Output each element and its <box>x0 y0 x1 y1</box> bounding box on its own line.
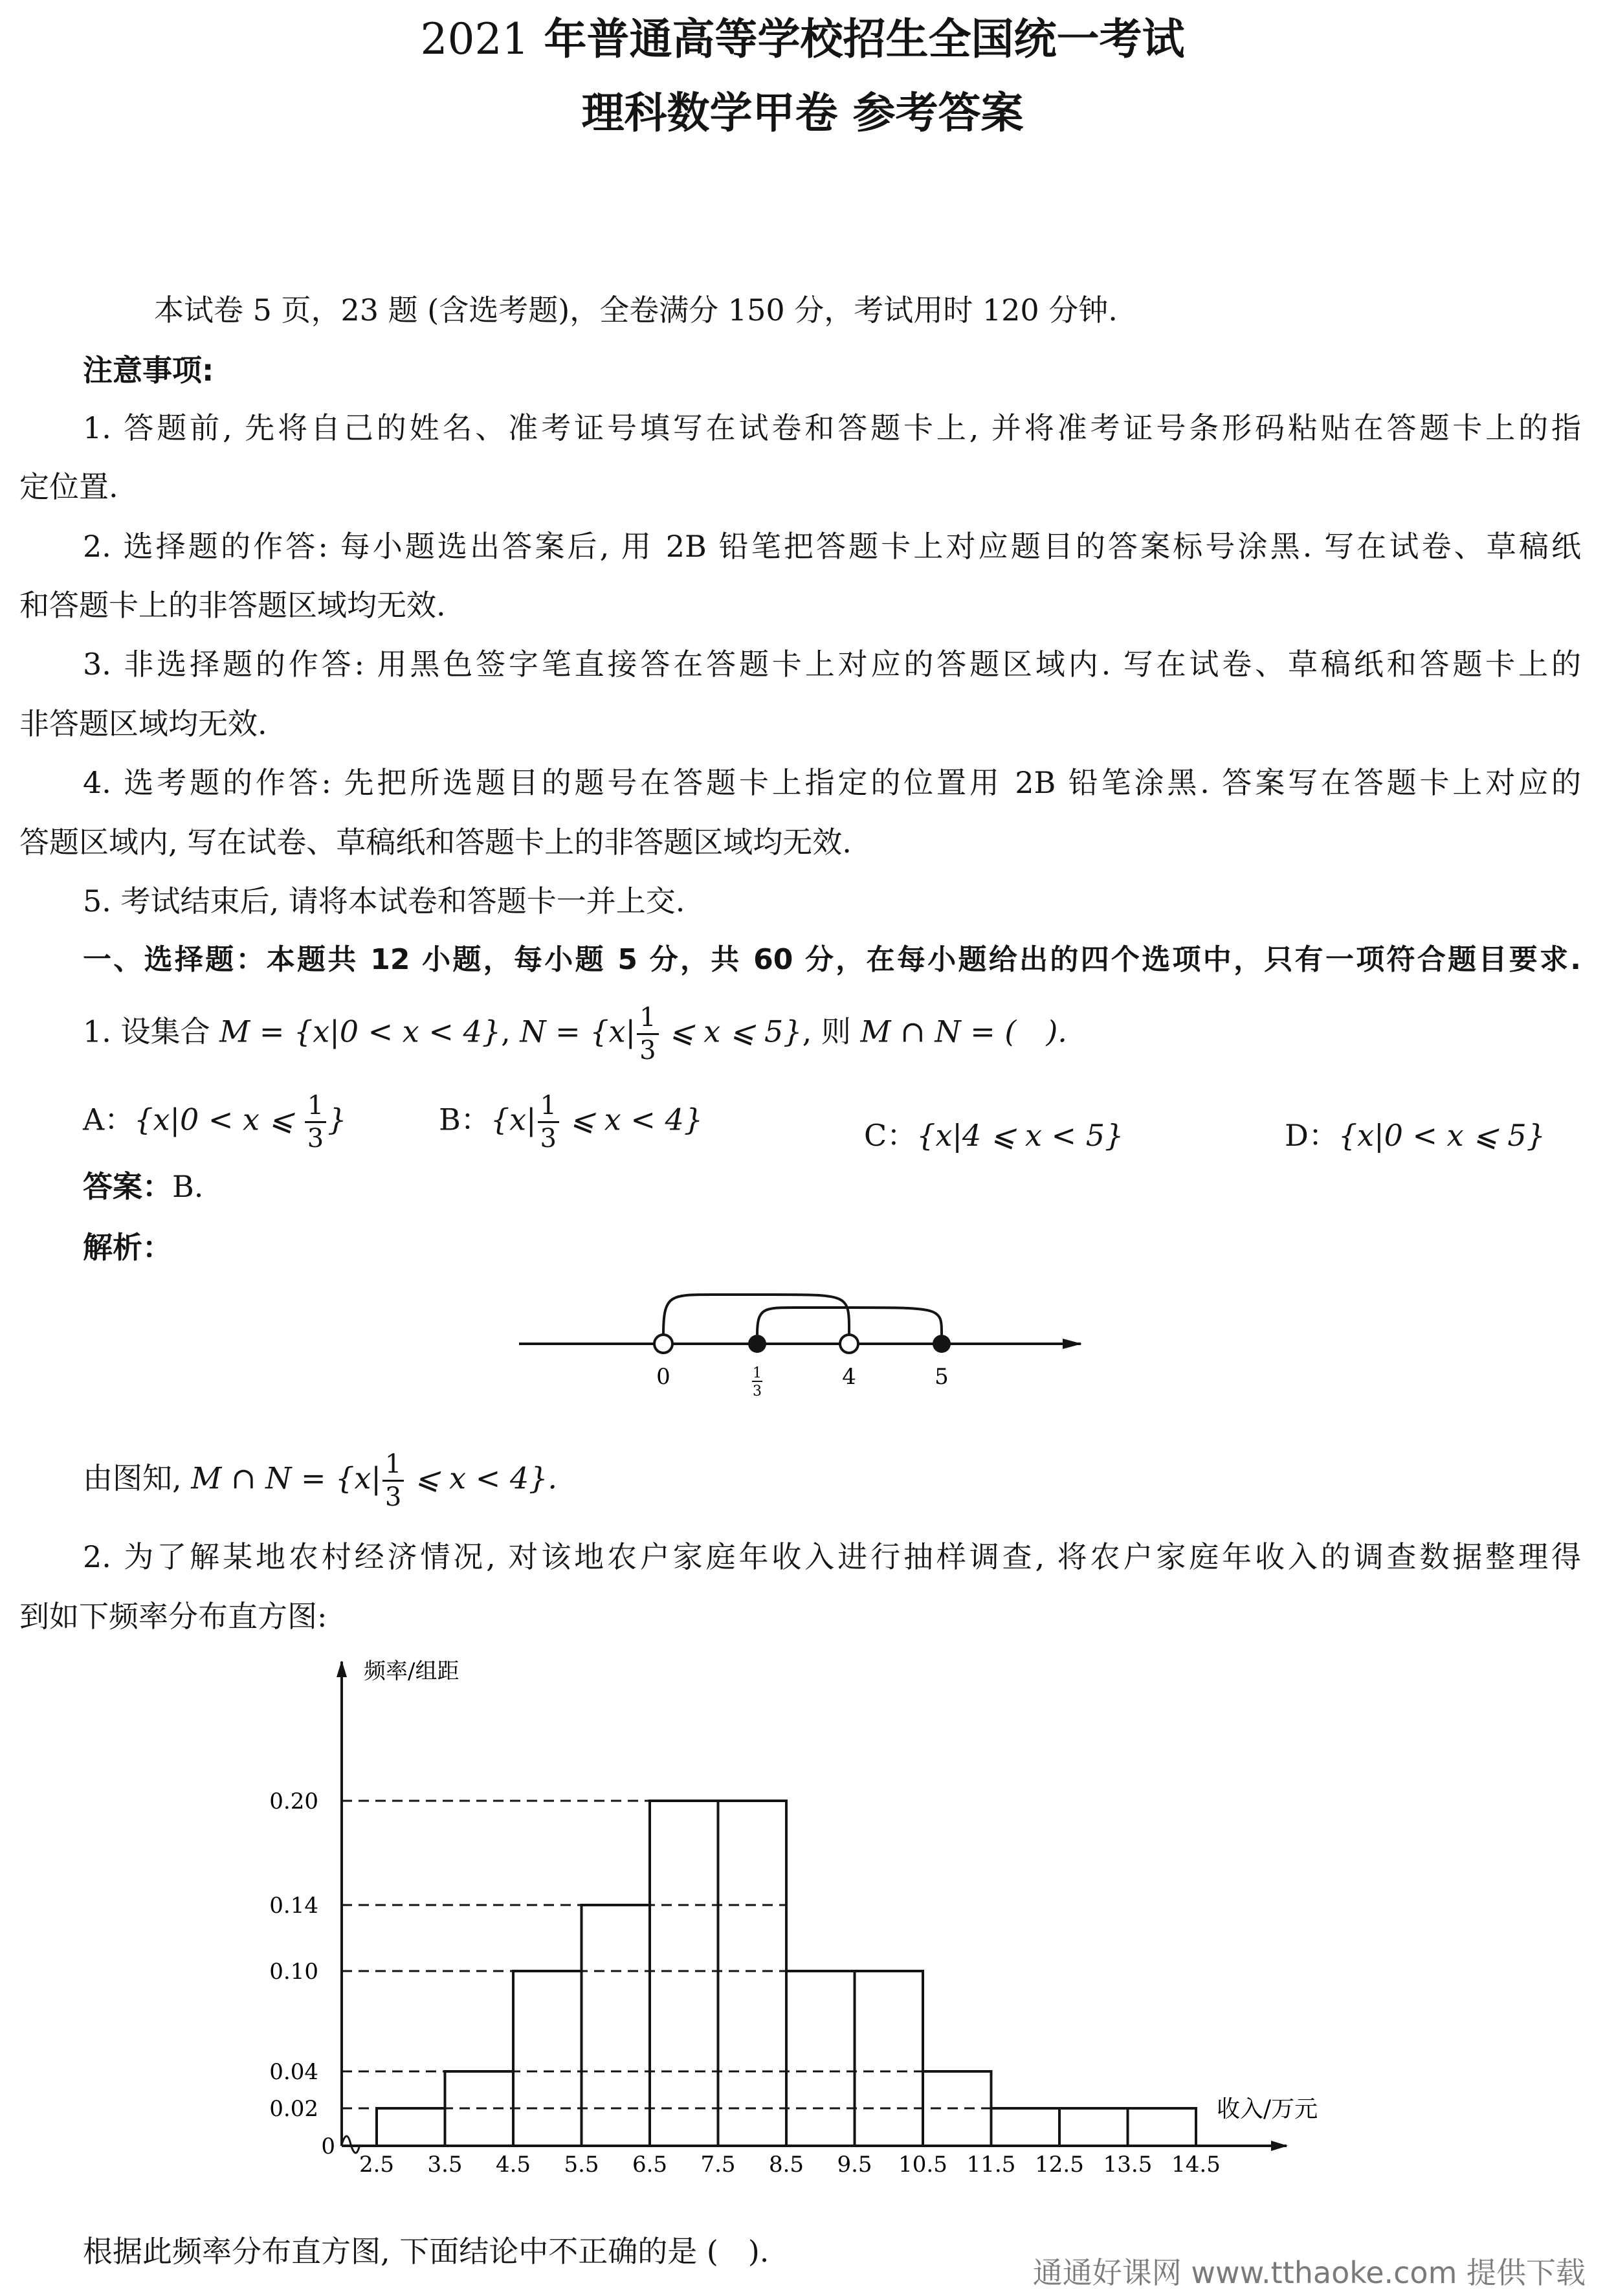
frequency-histogram <box>259 1641 1320 2191</box>
x-tick-label: 4.5 <box>495 2152 531 2178</box>
q1-option-a <box>83 1093 346 1152</box>
label-5: 5 <box>935 1364 949 1390</box>
x-tick-label: 9.5 <box>837 2152 872 2178</box>
histogram-bar-10 <box>1059 2108 1128 2146</box>
histogram-bar-9 <box>991 2108 1060 2146</box>
option-a-pre: {x|0 < x ⩽ <box>134 1102 304 1137</box>
q1-stem <box>83 1005 1067 1064</box>
notice-item-5: 5. 考试结束后, 请将本试卷和答题卡一并上交. <box>83 884 685 919</box>
conclusion-post: ⩽ x < 4}. <box>405 1460 558 1496</box>
notice-item-4-line1: 4. 选考题的作答: 先把所选题目的题号在答题卡上指定的位置用 2B 铅笔涂黑. 答案写在答题卡上对应的 <box>83 765 1581 800</box>
label-one-third <box>752 1365 762 1399</box>
histogram-bar-2 <box>513 1971 582 2146</box>
frac-num: 1 <box>637 1005 658 1035</box>
y-axis-label: 频率/组距 <box>364 1658 459 1684</box>
x-tick-label: 14.5 <box>1171 2152 1221 2178</box>
q1-option-d <box>1285 1112 1545 1155</box>
page-subtitle: 理科数学甲卷 参考答案 <box>581 88 1024 138</box>
label-4: 4 <box>842 1364 856 1390</box>
frac-num: 1 <box>538 1093 559 1123</box>
q2-stem-line2: 到如下频率分布直方图: <box>19 1599 327 1634</box>
y-tick-label: 0.10 <box>269 1959 318 1985</box>
closed-point-one-third <box>748 1335 766 1353</box>
option-b-label: B： <box>439 1102 491 1137</box>
label-one-third-num: 1 <box>753 1365 762 1381</box>
open-point-4 <box>840 1335 858 1353</box>
label-one-third-den: 3 <box>753 1383 762 1399</box>
x-tick-label: 10.5 <box>898 2152 947 2178</box>
histogram-tick-labels <box>269 1789 1221 2178</box>
footer-watermark: 通通好课网 www.tthaoke.com 提供下载 <box>1032 2255 1586 2290</box>
notice-item-1-line2: 定位置. <box>19 469 118 504</box>
section1-heading: 一、选择题：本题共 12 小题，每小题 5 分，共 60 分，在每小题给出的四个选项中，只有一项符合题目要求. <box>83 943 1581 976</box>
q1-stem-d: M ∩ N = ( ). <box>860 1014 1067 1049</box>
q1-option-c <box>864 1112 1124 1155</box>
q1-stem-a: 1. 设集合 <box>83 1014 220 1049</box>
x-tick-label: 7.5 <box>700 2152 736 2178</box>
x-tick-label: 11.5 <box>966 2152 1016 2178</box>
histogram-bar-11 <box>1128 2108 1197 2146</box>
y-tick-label: 0 <box>321 2134 335 2159</box>
closed-point-5 <box>933 1335 951 1353</box>
notice-item-1-line1: 1. 答题前, 先将自己的姓名、准考证号填写在试卷和答题卡上, 并将准考证号条形码粘贴在答题卡上的指 <box>83 410 1581 445</box>
option-c-label: C： <box>864 1118 917 1153</box>
answer-label: 答案： <box>83 1169 172 1204</box>
x-tick-label: 5.5 <box>564 2152 599 2178</box>
frac-den: 3 <box>639 1036 656 1065</box>
conclusion-set: M ∩ N = {x| <box>191 1460 381 1496</box>
y-tick-label: 0.04 <box>269 2059 318 2085</box>
q1-set-n-pre: N = {x| <box>520 1014 636 1049</box>
q1-set-m: M = {x|0 < x < 4} <box>219 1014 502 1049</box>
conclusion-pre: 由图知, <box>83 1460 192 1496</box>
frac-num: 1 <box>305 1093 326 1123</box>
histogram-bar-6 <box>786 1971 855 2146</box>
x-tick-label: 3.5 <box>427 2152 463 2178</box>
option-b-fraction <box>538 1093 559 1152</box>
option-b-post: ⩽ x < 4} <box>560 1102 703 1137</box>
frac-den: 3 <box>384 1482 402 1512</box>
x-axis-label: 收入/万元 <box>1217 2096 1318 2123</box>
frac-den: 3 <box>540 1124 557 1154</box>
q2-after-text: 根据此频率分布直方图, 下面结论中不正确的是 ( ). <box>83 2234 769 2269</box>
open-point-0 <box>654 1335 672 1353</box>
title-text: 年普通高等学校招生全国统一考试 <box>529 14 1185 64</box>
q1-option-b <box>439 1093 703 1152</box>
histogram-dashed-lines <box>342 1801 1196 2108</box>
option-b-pre: {x| <box>490 1102 537 1137</box>
notice-heading: 注意事项: <box>83 353 214 388</box>
y-tick-label: 0.20 <box>269 1789 318 1814</box>
conclusion-fraction <box>382 1451 404 1510</box>
q1-stem-b: , <box>501 1014 520 1049</box>
q1-stem-c: , 则 <box>802 1014 861 1049</box>
title-year: 2021 <box>420 14 529 64</box>
option-d-label: D： <box>1285 1118 1338 1153</box>
frac-num: 1 <box>382 1451 404 1482</box>
option-d-text: {x|0 < x ⩽ 5} <box>1338 1118 1545 1153</box>
intro-text: 本试卷 5 页，23 题 (含选考题)，全卷满分 150 分，考试用时 120 分钟. <box>154 293 1118 328</box>
x-tick-label: 2.5 <box>359 2152 395 2178</box>
q2-stem-line1: 2. 为了解某地农村经济情况, 对该地农户家庭年收入进行抽样调查, 将农户家庭年收入的调查数据整理得 <box>83 1539 1581 1574</box>
histogram-bar-5 <box>718 1801 787 2146</box>
histogram-bar-4 <box>650 1801 718 2146</box>
histogram-bar-7 <box>855 1971 924 2146</box>
x-tick-label: 12.5 <box>1035 2152 1084 2178</box>
option-a-label: A： <box>83 1102 135 1137</box>
option-c-text: {x|4 ⩽ x < 5} <box>916 1118 1124 1153</box>
number-line-diagram <box>518 1282 1152 1411</box>
notice-item-2-line2: 和答题卡上的非答题区域均无效. <box>19 588 446 623</box>
histogram-bar-0 <box>377 2108 445 2146</box>
analysis-label: 解析： <box>83 1230 172 1265</box>
y-tick-label: 0.14 <box>269 1893 318 1919</box>
x-tick-label: 13.5 <box>1103 2152 1153 2178</box>
option-a-fraction <box>305 1093 326 1152</box>
x-tick-label: 6.5 <box>632 2152 668 2178</box>
page-title <box>0 14 1605 64</box>
answer-value: B. <box>172 1169 204 1204</box>
histogram-bars <box>377 1801 1196 2146</box>
frac-den: 3 <box>307 1124 324 1154</box>
notice-item-2-line1: 2. 选择题的作答: 每小题选出答案后, 用 2B 铅笔把答题卡上对应题目的答案标号涂黑. 写在试卷、草稿纸 <box>83 529 1581 564</box>
q1-set-n-post: ⩽ x ⩽ 5} <box>659 1014 802 1049</box>
y-tick-label: 0.02 <box>269 2096 318 2122</box>
label-0: 0 <box>656 1364 670 1390</box>
x-tick-label: 8.5 <box>768 2152 804 2178</box>
option-a-post: } <box>327 1102 347 1137</box>
q1-answer <box>83 1170 203 1203</box>
notice-item-3-line1: 3. 非选择题的作答: 用黑色签字笔直接答在答题卡上对应的答题区域内. 写在试卷、草稿纸和答题卡上的 <box>83 647 1581 682</box>
notice-item-3-line2: 非答题区域均无效. <box>19 706 267 741</box>
notice-item-4-line2: 答题区域内, 写在试卷、草稿纸和答题卡上的非答题区域均无效. <box>19 825 852 860</box>
q1-conclusion <box>83 1451 557 1510</box>
histogram-bar-3 <box>582 1905 650 2146</box>
q1-fraction <box>637 1005 658 1064</box>
